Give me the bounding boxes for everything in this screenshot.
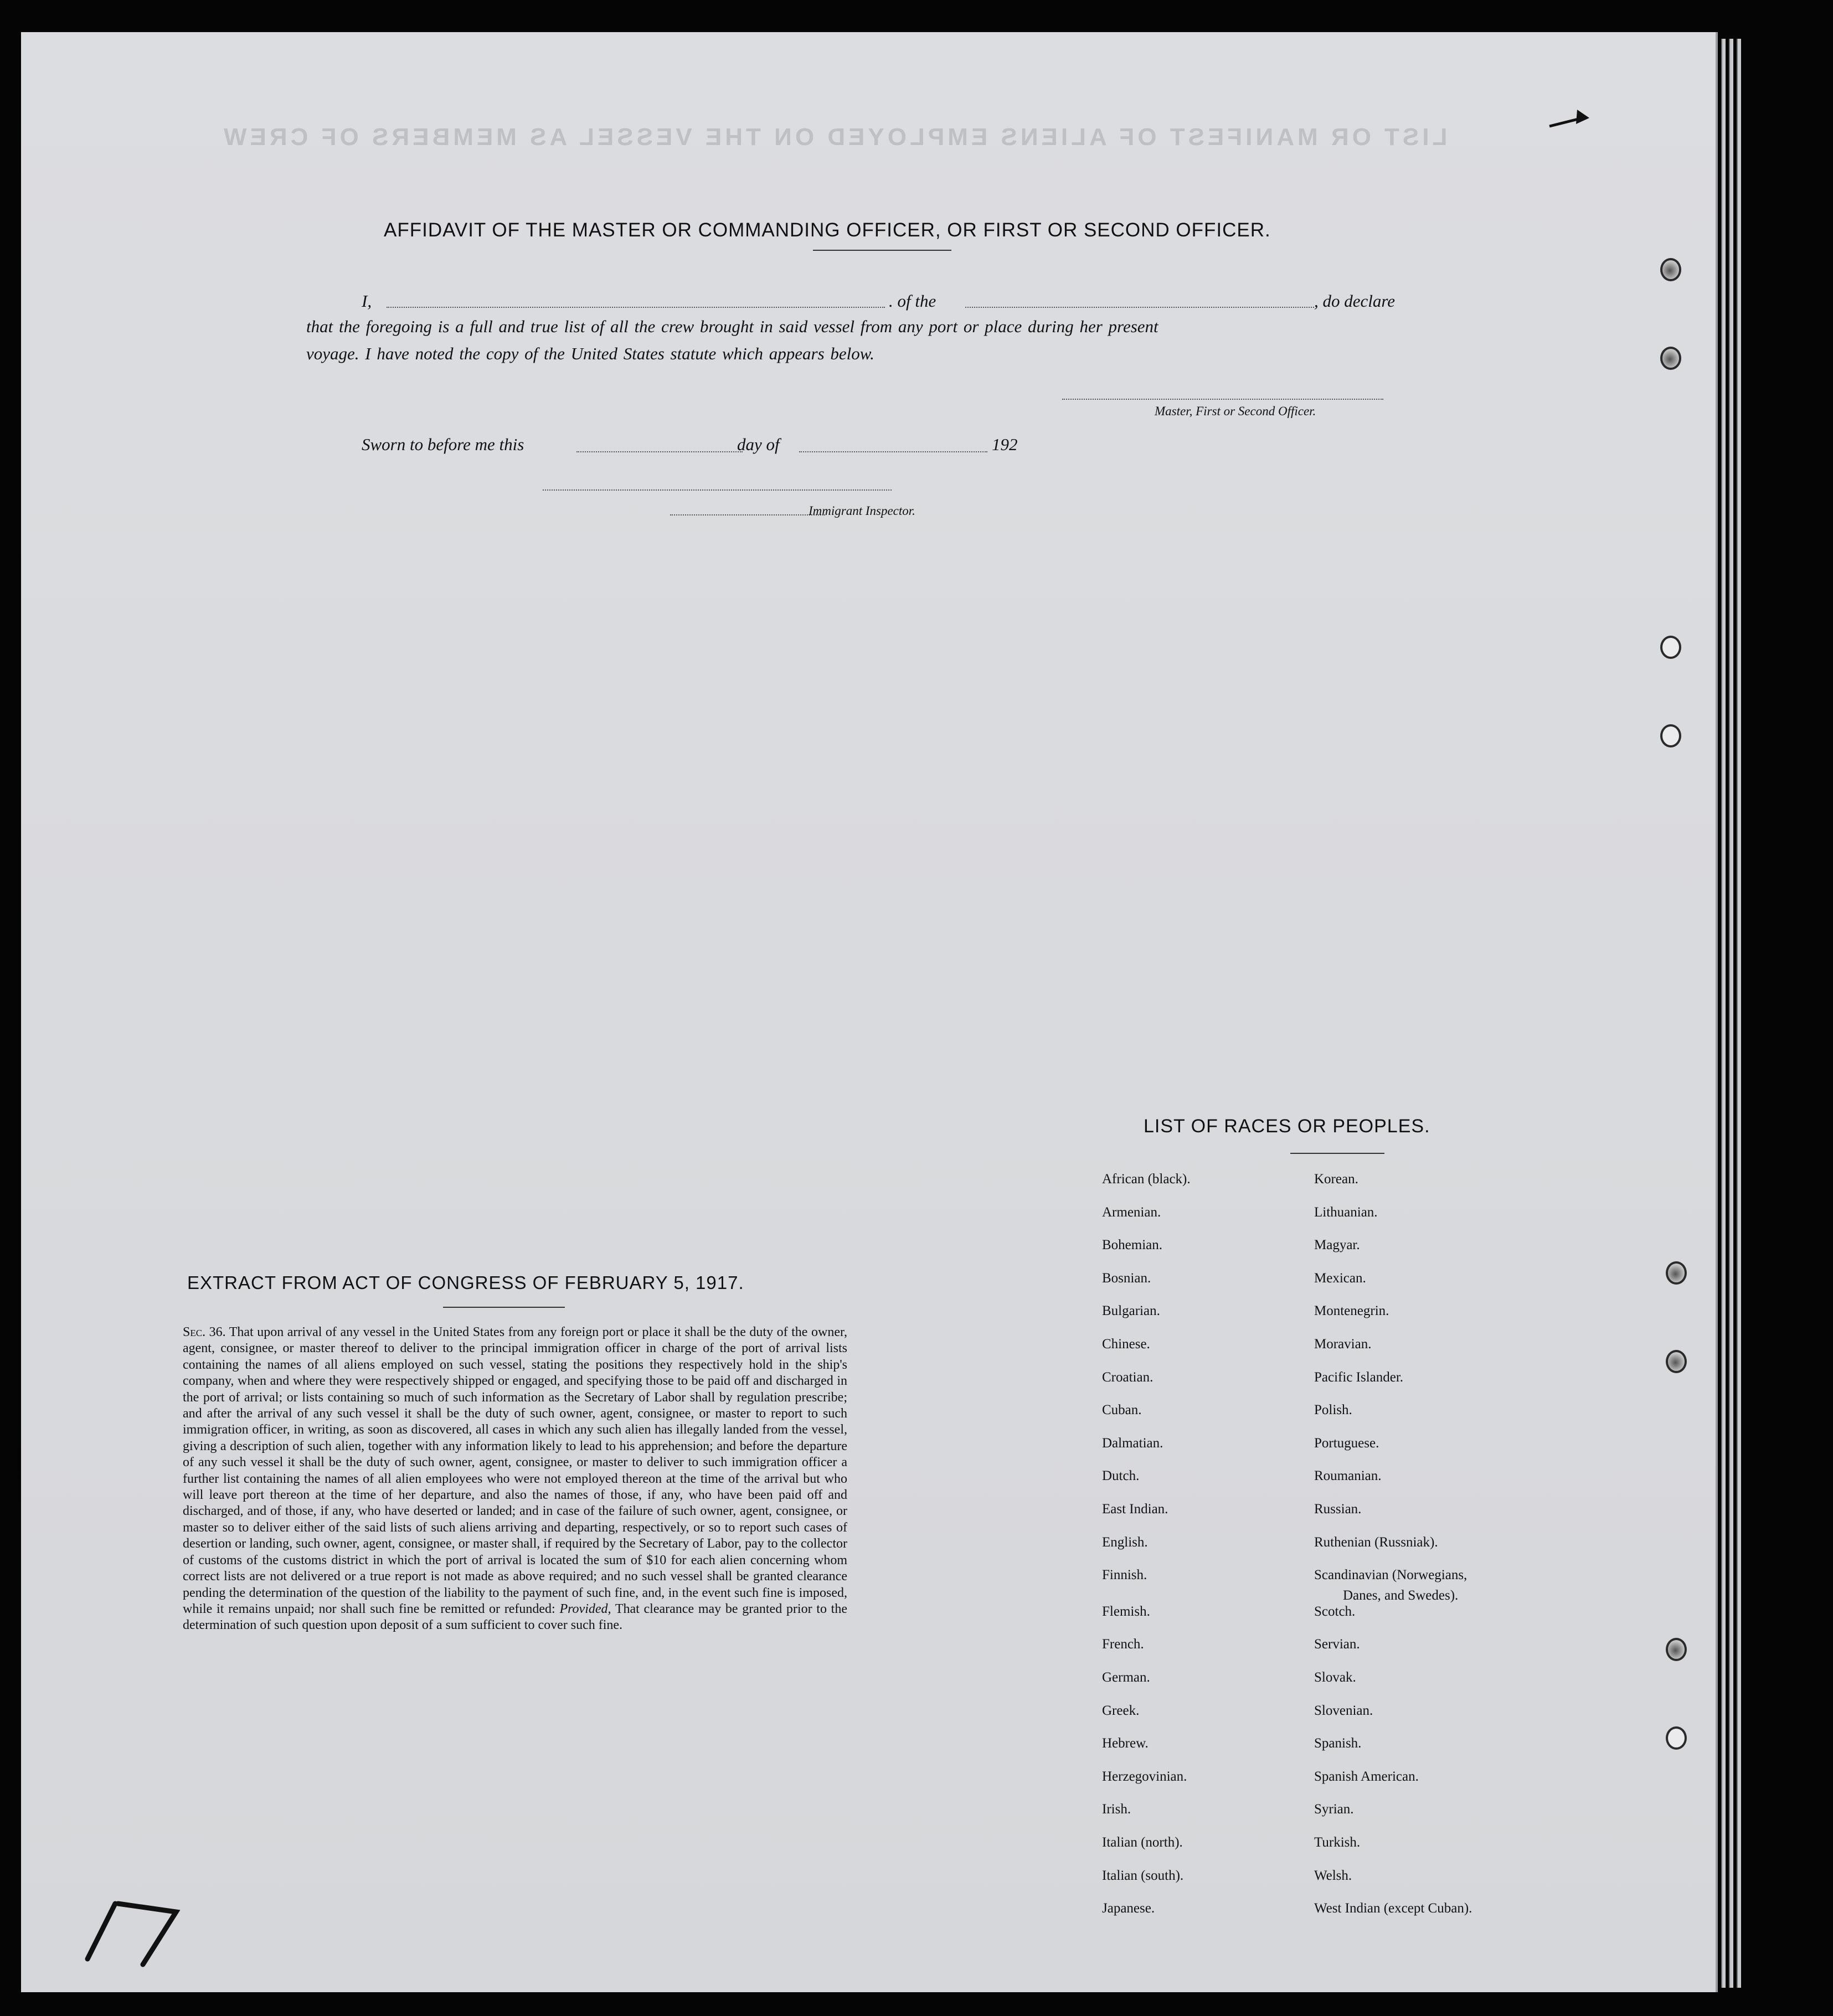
race-item: Japanese. — [1102, 1901, 1155, 1916]
sworn-prefix: Sworn to before me this — [362, 435, 524, 454]
affidavit-declare-label: , do declare — [1314, 291, 1396, 311]
race-item-scandinavian-continuation: Danes, and Swedes). — [1343, 1588, 1459, 1603]
handwritten-page-number — [65, 1893, 198, 1976]
extract-body — [183, 1324, 847, 1634]
race-item: Moravian. — [1314, 1337, 1372, 1352]
race-item: Hebrew. — [1102, 1736, 1149, 1751]
race-item: Greek. — [1102, 1703, 1140, 1718]
binder-hole — [1660, 724, 1681, 747]
page-edge — [1729, 39, 1733, 1988]
races-title-rule — [1290, 1153, 1384, 1154]
race-item: Finnish. — [1102, 1568, 1147, 1583]
race-item: Turkish. — [1314, 1835, 1361, 1850]
affidavit-line-2: that the foregoing is a full and true list of all the crew brought in said vessel from any port or place during her present — [306, 317, 1159, 336]
race-item: Ruthenian (Russniak). — [1314, 1534, 1438, 1550]
race-item: Pacific Islander. — [1314, 1369, 1404, 1385]
races-title: LIST OF RACES OR PEOPLES. — [1144, 1116, 1430, 1137]
inspector-label: Immigrant Inspector. — [809, 504, 915, 518]
inspector-signature-line-2[interactable] — [670, 514, 825, 515]
race-item: Slovak. — [1314, 1670, 1356, 1685]
master-signature-label: Master, First or Second Officer. — [1155, 404, 1316, 418]
race-item: French. — [1102, 1637, 1144, 1652]
sworn-month-blank[interactable] — [799, 451, 987, 452]
sworn-day-of: day of — [737, 435, 780, 454]
race-item: Roumanian. — [1314, 1468, 1382, 1484]
affidavit-i-label: I, — [362, 291, 372, 311]
sworn-year: 192 — [992, 435, 1018, 454]
race-item: Portuguese. — [1314, 1435, 1379, 1451]
race-item: Bohemian. — [1102, 1238, 1163, 1253]
race-item: Chinese. — [1102, 1337, 1150, 1352]
race-item: Korean. — [1314, 1172, 1358, 1187]
race-item: African (black). — [1102, 1172, 1191, 1187]
extract-text-end: That clearance may be granted prior to the determination of such question upon deposit of a sum sufficient to cover such fine. — [183, 1601, 847, 1633]
race-item: Italian (north). — [1102, 1835, 1183, 1850]
race-item: Scandinavian (Norwegians, — [1314, 1568, 1468, 1583]
binder-hole — [1666, 1638, 1687, 1661]
extract-provided: Provided, — [559, 1601, 611, 1616]
officer-name-blank[interactable] — [387, 307, 885, 308]
race-item: Syrian. — [1314, 1802, 1354, 1817]
race-item: Spanish. — [1314, 1736, 1362, 1751]
race-item: Flemish. — [1102, 1603, 1150, 1619]
race-item: Dalmatian. — [1102, 1435, 1163, 1451]
bleed-through-header: LIST OR MANIFEST OF ALIENS EMPLOYED ON THE VESSEL AS MEMBERS OF CREW — [220, 123, 1448, 151]
race-item: Lithuanian. — [1314, 1204, 1378, 1220]
race-item: Cuban. — [1102, 1403, 1142, 1418]
master-signature-line[interactable] — [1062, 399, 1383, 400]
race-item: Spanish American. — [1314, 1768, 1419, 1784]
race-item: East Indian. — [1102, 1502, 1168, 1517]
binder-hole — [1666, 1350, 1687, 1373]
extract-title-rule — [443, 1307, 565, 1308]
race-item: Magyar. — [1314, 1238, 1360, 1253]
race-item: Italian (south). — [1102, 1868, 1184, 1883]
extract-title: EXTRACT FROM ACT OF CONGRESS OF FEBRUARY 5, 1917. — [187, 1272, 744, 1293]
race-item: Mexican. — [1314, 1270, 1366, 1286]
race-item: Irish. — [1102, 1802, 1131, 1817]
pencil-arrow-mark — [1544, 99, 1610, 137]
race-item: Armenian. — [1102, 1204, 1161, 1220]
race-item: Scotch. — [1314, 1603, 1356, 1619]
race-item: German. — [1102, 1670, 1150, 1685]
binder-hole — [1666, 1726, 1687, 1750]
race-item: English. — [1102, 1534, 1148, 1550]
race-item: Herzegovinian. — [1102, 1768, 1187, 1784]
page-edge — [1721, 39, 1726, 1988]
race-item: Bulgarian. — [1102, 1303, 1160, 1319]
race-item: Welsh. — [1314, 1868, 1352, 1883]
binder-hole — [1660, 636, 1681, 659]
affidavit-title: AFFIDAVIT OF THE MASTER OR COMMANDING OFFICER, OR FIRST OR SECOND OFFICER. — [384, 219, 1271, 241]
extract-section-label: Sec. 36. — [183, 1325, 226, 1339]
binder-hole — [1666, 1261, 1687, 1285]
binder-hole — [1660, 258, 1681, 281]
sworn-day-blank[interactable] — [576, 451, 743, 452]
race-item: West Indian (except Cuban). — [1314, 1901, 1472, 1916]
race-item: Russian. — [1314, 1502, 1362, 1517]
binder-hole — [1660, 347, 1681, 370]
inspector-signature-line[interactable] — [543, 489, 892, 491]
document-page — [21, 32, 1718, 1992]
race-item: Bosnian. — [1102, 1270, 1151, 1286]
page-edge — [1737, 39, 1741, 1988]
race-item: Servian. — [1314, 1637, 1360, 1652]
extract-text: That upon arrival of any vessel in the United States from any foreign port or place it shall be the duty of the owner, agent, consignee, or master thereof to deliver to the principal immigration officer in charge of the port of arrival lists containing the names of all aliens employed on such vessel, stating the positions they respectively hold in the ship's company, when and where they were respectively shipped or engaged, and specifying those to be paid off and discharged in the port of arrival; or lists containing so much of such information as the Secretary of Labor shall by regulation prescribe; and after the arrival of any such vessel it shall be the duty of such owner, agent, consignee, or master to report to such immigration officer, in writing, as soon as discovered, all cases in which any such alien has illegally landed from the vessel, giving a description of such alien, together with any information likely to lead to his apprehension; and before the departure of any such vessel it shall be the duty of such owner, agent, consignee, or master to deliver to such immigration officer a further list containing the names of all alien employees who were not employed thereon at the time of the arrival but who will leave port thereon at the time of her departure, and also the names of those, if any, who have been paid off and discharged, and of those, if any, who have deserted or landed; and in case of the failure of such owner, agent, consignee, or master so to deliver either of the said lists of such aliens arriving and departing, respectively, or so to report such cases of desertion or landing, such owner, agent, consignee, or master shall, if required by the Secretary of Labor, pay to the collector of customs of the customs district in which the port of arrival is located the sum of $10 for each alien concerning whom correct lists are not delivered or a true report is not made as above required; and no such vessel shall be granted clearance pending the determination of the question of the liability to the payment of such fine, and, in the event such fine is imposed, while it remains unpaid; nor shall such fine be remitted or refunded: — [183, 1325, 847, 1616]
title-rule — [813, 250, 951, 251]
race-item: Croatian. — [1102, 1369, 1154, 1385]
race-item: Slovenian. — [1314, 1703, 1373, 1718]
affidavit-of-the-label: . of the — [889, 291, 936, 311]
affidavit-line-3: voyage. I have noted the copy of the United States statute which appears below. — [306, 344, 874, 363]
race-item: Dutch. — [1102, 1468, 1140, 1484]
race-item: Montenegrin. — [1314, 1303, 1389, 1319]
race-item: Polish. — [1314, 1403, 1352, 1418]
vessel-name-blank[interactable] — [965, 307, 1314, 308]
